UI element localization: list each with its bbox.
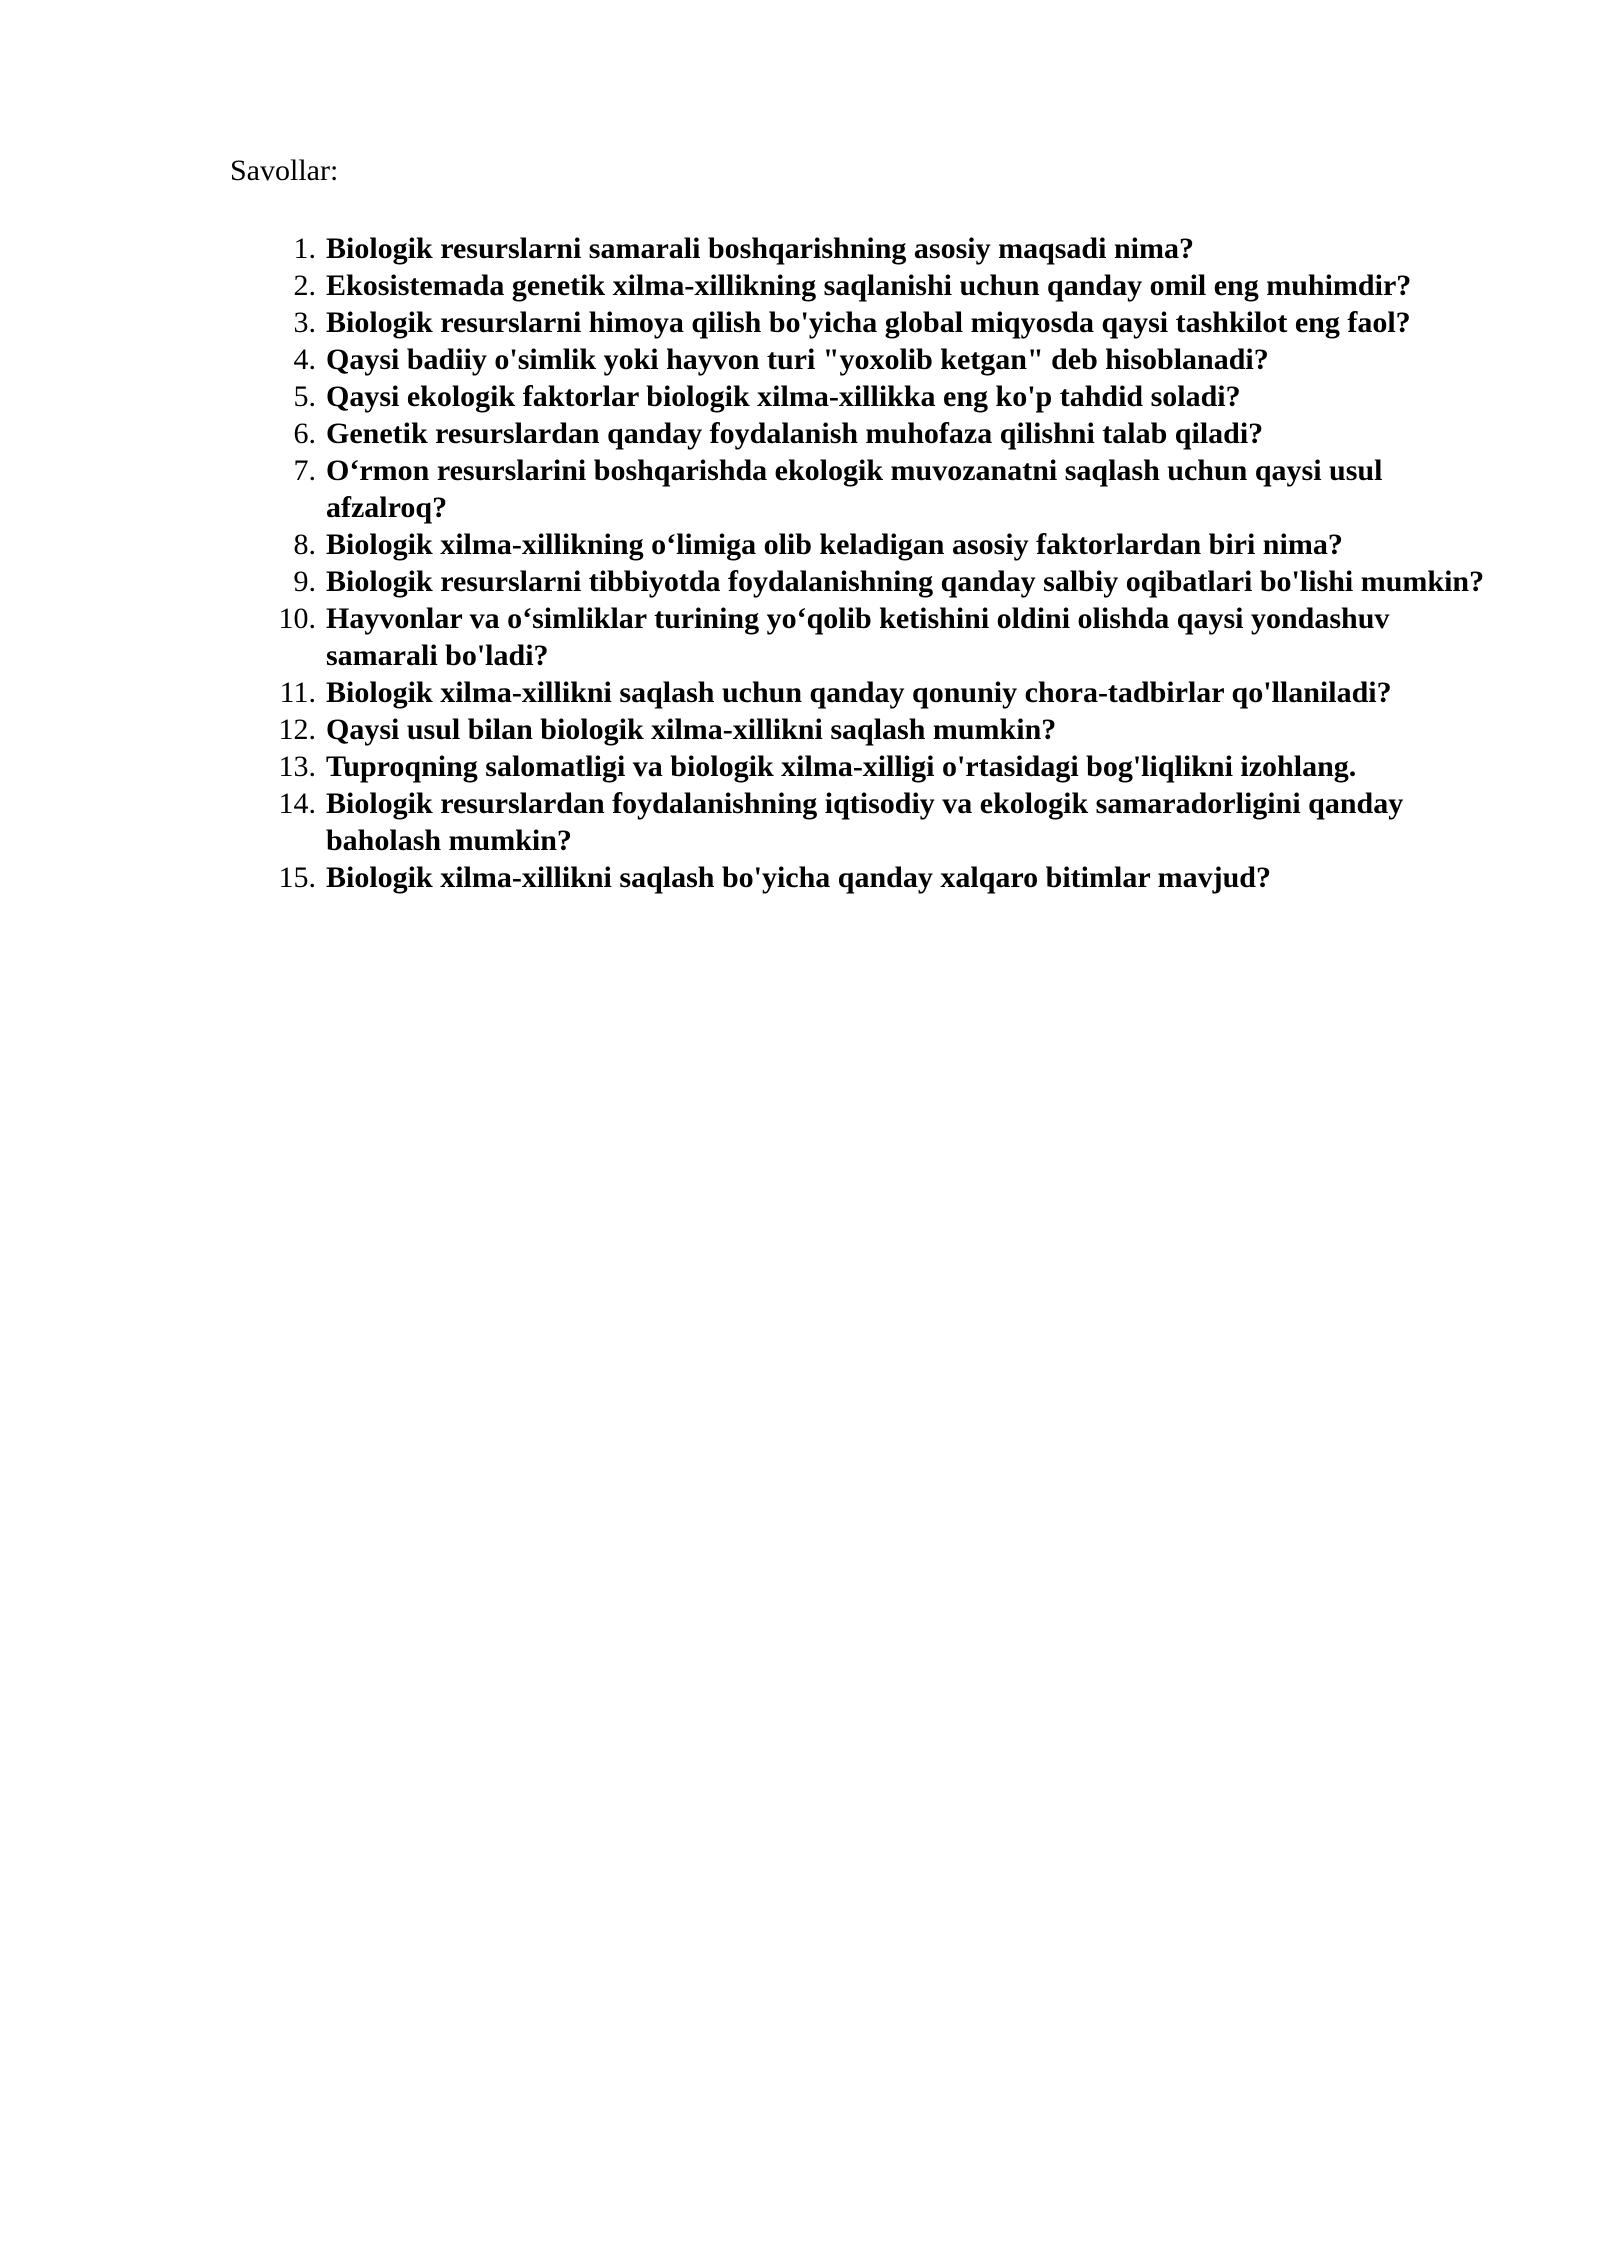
question-number: 4. xyxy=(293,343,316,376)
question-item xyxy=(260,230,1500,267)
question-number: 2. xyxy=(293,269,316,302)
question-text: Ekosistemada genetik xilma-xillikning saqlanishi uchun qanday omil eng muhimdir? xyxy=(326,269,1412,302)
question-item xyxy=(260,674,1500,711)
question-text: Hayvonlar va o‘simliklar turining yo‘qolib ketishini oldini olishda qaysi yondashuv samarali bo'ladi? xyxy=(326,602,1390,672)
question-number: 8. xyxy=(293,528,316,561)
question-text: Biologik resurslarni tibbiyotda foydalanishning qanday salbiy oqibatlari bo'lishi mumkin? xyxy=(326,565,1485,598)
question-text: Qaysi badiiy o'simlik yoki hayvon turi "yoxolib ketgan" deb hisoblanadi? xyxy=(326,343,1269,376)
question-number: 15. xyxy=(278,861,316,894)
question-list xyxy=(260,230,1500,896)
question-number: 11. xyxy=(279,676,316,709)
question-item xyxy=(260,600,1500,674)
question-number: 14. xyxy=(278,787,316,820)
question-item xyxy=(260,452,1500,526)
question-text: Biologik xilma-xillikning o‘limiga olib keladigan asosiy faktorlardan biri nima? xyxy=(326,528,1343,561)
question-text: Biologik resurslardan foydalanishning iqtisodiy va ekologik samaradorligini qanday baholash mumkin? xyxy=(326,787,1404,857)
question-item xyxy=(260,785,1500,859)
question-number: 3. xyxy=(293,306,316,339)
question-item xyxy=(260,415,1500,452)
question-number: 10. xyxy=(278,602,316,635)
question-text: Genetik resurslardan qanday foydalanish muhofaza qilishni talab qiladi? xyxy=(326,417,1264,450)
question-text: Biologik resurslarni samarali boshqarishning asosiy maqsadi nima? xyxy=(326,232,1194,265)
question-item xyxy=(260,341,1500,378)
question-item xyxy=(260,378,1500,415)
question-text: Biologik xilma-xillikni saqlash bo'yicha qanday xalqaro bitimlar mavjud? xyxy=(326,861,1271,894)
question-item xyxy=(260,304,1500,341)
question-number: 7. xyxy=(293,454,316,487)
question-number: 1. xyxy=(293,232,316,265)
question-text: Qaysi ekologik faktorlar biologik xilma-xillikka eng ko'p tahdid soladi? xyxy=(326,380,1241,413)
question-text: Biologik xilma-xillikni saqlash uchun qanday qonuniy chora-tadbirlar qo'llaniladi? xyxy=(326,676,1392,709)
question-number: 6. xyxy=(293,417,316,450)
question-item xyxy=(260,748,1500,785)
question-number: 9. xyxy=(293,565,316,598)
question-number: 5. xyxy=(293,380,316,413)
question-item xyxy=(260,711,1500,748)
question-text: O‘rmon resurslarini boshqarishda ekologik muvozanatni saqlash uchun qaysi usul afzalroq? xyxy=(326,454,1383,524)
question-number: 12. xyxy=(278,713,316,746)
page-heading: Savollar: xyxy=(230,154,339,187)
question-number: 13. xyxy=(278,750,316,783)
question-text: Tuproqning salomatligi va biologik xilma-xilligi o'rtasidagi bog'liqlikni izohlang. xyxy=(326,750,1357,783)
question-item xyxy=(260,267,1500,304)
question-text: Biologik resurslarni himoya qilish bo'yicha global miqyosda qaysi tashkilot eng faol? xyxy=(326,306,1411,339)
question-item xyxy=(260,563,1500,600)
question-item xyxy=(260,526,1500,563)
question-item xyxy=(260,859,1500,896)
question-text: Qaysi usul bilan biologik xilma-xillikni saqlash mumkin? xyxy=(326,713,1057,746)
